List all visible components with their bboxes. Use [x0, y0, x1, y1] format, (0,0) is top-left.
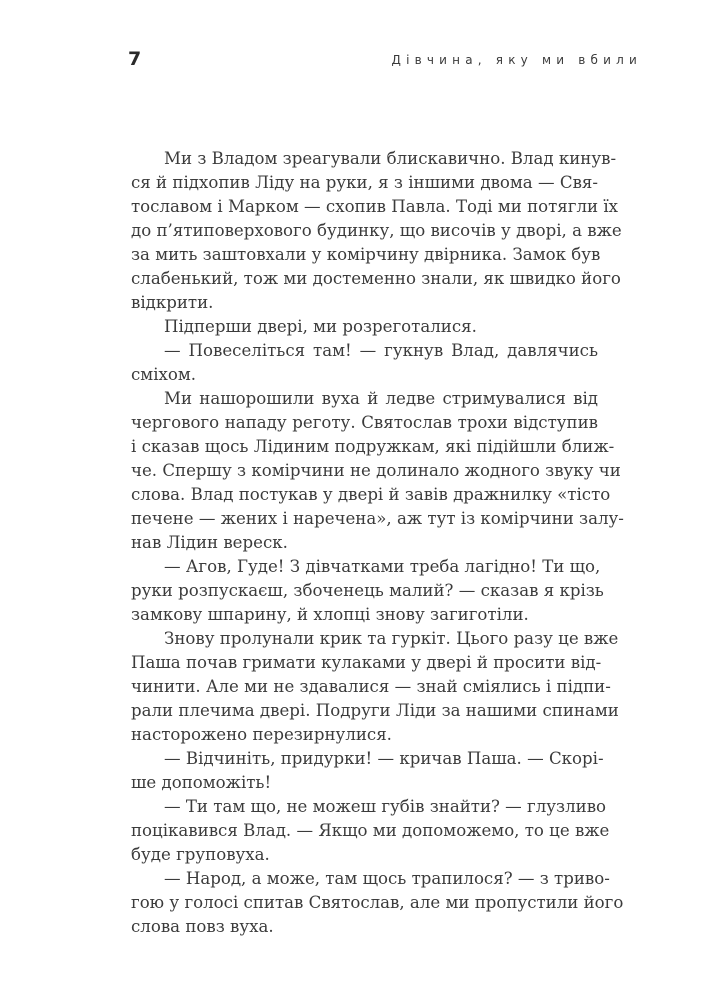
text-line: — Відчиніть, придурки! — кричав Паша. — Скорі- — [164, 749, 604, 768]
text-line: — Агов, Гуде! З дівчатками треба лагідно! Ти що, — [164, 557, 601, 576]
text-line: тославом і Марком — схопив Павла. Тоді ми потягли їх — [131, 197, 619, 216]
text-line: Підперши двері, ми розреготалися. — [164, 317, 477, 336]
text-line: до п’ятиповерхового будинку, що височів у дворі, а вже — [131, 221, 622, 240]
text-line: насторожено перезирнулися. — [131, 725, 392, 744]
text-line: відкрити. — [131, 293, 214, 312]
text-line: Знову пролунали крик та гуркіт. Цього разу це вже — [164, 629, 619, 648]
page-number: 7 — [128, 48, 142, 70]
text-line: слова повз вуха. — [131, 917, 274, 936]
text-line: — Ти там що, не можеш губів знайти? — глузливо — [164, 797, 607, 816]
text-line: гою у голосі спитав Святослав, але ми пропустили його — [131, 893, 624, 912]
text-line: буде груповуха. — [131, 845, 270, 864]
text-line: руки розпускаєш, збоченець малий? — сказав я крізь — [131, 581, 604, 600]
text-line: за мить заштовхали у комірчину двірника. Замок був — [131, 245, 601, 264]
text-line: — Повеселіться там! — гукнув Влад, давлячись — [164, 341, 598, 360]
text-line: сміхом. — [131, 365, 197, 384]
text-line: Ми нашорошили вуха й ледве стримувалися від — [164, 389, 598, 408]
text-line: Паша почав гримати кулаками у двері й просити від- — [131, 653, 602, 672]
text-line: печене — жених і наречена», аж тут із комірчини залу- — [131, 509, 624, 528]
text-line: поцікавився Влад. — Якщо ми допоможемо, то це вже — [131, 821, 610, 840]
text-line: — Народ, а може, там щось трапилося? — з триво- — [164, 869, 610, 888]
text-line: Ми з Владом зреагували блискавично. Влад кинув- — [164, 149, 617, 168]
text-line: слабенький, тож ми достеменно знали, як швидко його — [131, 269, 621, 288]
text-line: і сказав щось Лідиним подружкам, які підійшли ближ- — [131, 437, 615, 456]
running-title: Дівчина, яку ми вбили — [391, 53, 642, 67]
text-line: ся й підхопив Ліду на руки, я з іншими двома — Свя- — [131, 173, 598, 192]
text-line: слова. Влад постукав у двері й завів дражнилку «тісто — [131, 485, 611, 504]
text-line: рали плечима двері. Подруги Ліди за нашими спинами — [131, 701, 619, 720]
text-line: чергового нападу реготу. Святослав трохи відступив — [131, 413, 598, 432]
text-line: замкову шпарину, й хлопці знову загиготіли. — [131, 605, 529, 624]
text-line: нав Лідин вереск. — [131, 533, 288, 552]
text-line: чинити. Але ми не здавалися — знай сміялись і підпи- — [131, 677, 611, 696]
text-line: ше допоможіть! — [131, 773, 272, 792]
text-line: че. Спершу з комірчини не долинало жодного звуку чи — [131, 461, 621, 480]
body-text — [131, 147, 624, 939]
